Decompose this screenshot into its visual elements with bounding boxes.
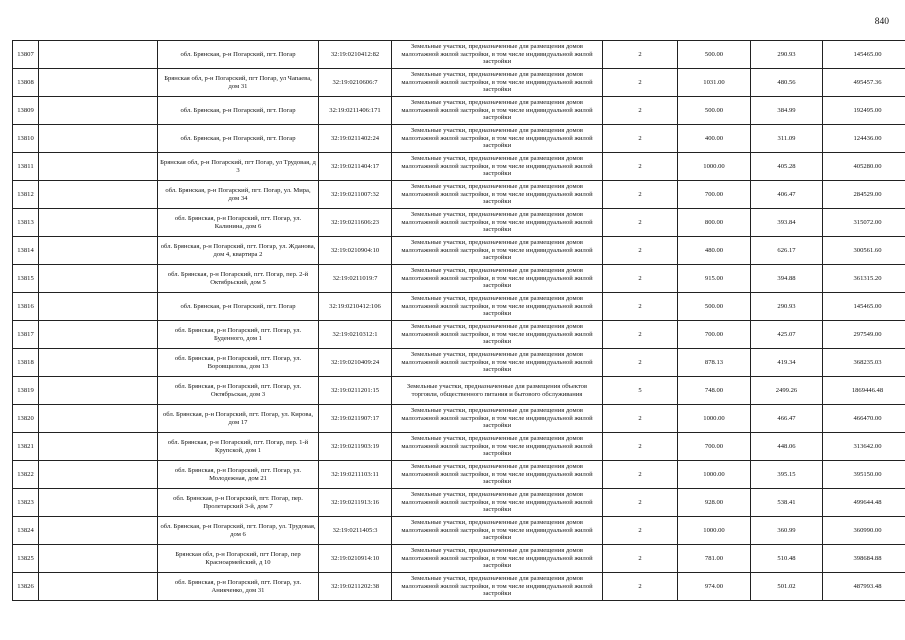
row-number-cell: 13817 xyxy=(13,321,39,349)
cadastral-number-cell: 32:19:0211606:23 xyxy=(319,209,392,237)
land-use-cell: Земельные участки, предназначенные для размещения домов малоэтажной жилой застройки, в том числе индивидуальной жилой застройки xyxy=(392,181,603,209)
group-cell: 2 xyxy=(603,293,678,321)
land-use-cell: Земельные участки, предназначенные для размещения домов малоэтажной жилой застройки, в том числе индивидуальной жилой застройки xyxy=(392,433,603,461)
table-row xyxy=(13,41,905,69)
land-use-cell: Земельные участки, предназначенные для размещения домов малоэтажной жилой застройки, в том числе индивидуальной жилой застройки xyxy=(392,517,603,545)
group-cell: 2 xyxy=(603,349,678,377)
address-cell: обл. Брянская, р-н Погарский, пгт. Погар, ул. Жданова, дом 4, квартира 2 xyxy=(158,237,319,265)
row-number-cell: 13816 xyxy=(13,293,39,321)
land-use-cell: Земельные участки, предназначенные для размещения домов малоэтажной жилой застройки, в том числе индивидуальной жилой застройки xyxy=(392,489,603,517)
spacer-cell xyxy=(39,545,158,573)
page-number: 840 xyxy=(874,17,889,27)
area-cell: 500.00 xyxy=(678,97,751,125)
cadastral-number-cell: 32:19:0210606:7 xyxy=(319,69,392,97)
table-row xyxy=(13,265,905,293)
cadastral-number-cell: 32:19:0211402:24 xyxy=(319,125,392,153)
group-cell: 2 xyxy=(603,461,678,489)
spacer-cell xyxy=(39,517,158,545)
spacer-cell xyxy=(39,125,158,153)
table-row xyxy=(13,181,905,209)
area-cell: 915.00 xyxy=(678,265,751,293)
specific-value-cell: 290.93 xyxy=(751,41,823,69)
spacer-cell xyxy=(39,69,158,97)
group-cell: 2 xyxy=(603,41,678,69)
row-number-cell: 13822 xyxy=(13,461,39,489)
spacer-cell xyxy=(39,405,158,433)
cadastral-value-cell: 499644.48 xyxy=(823,489,905,517)
table-row xyxy=(13,489,905,517)
group-cell: 2 xyxy=(603,181,678,209)
table-row xyxy=(13,517,905,545)
specific-value-cell: 425.07 xyxy=(751,321,823,349)
group-cell: 2 xyxy=(603,153,678,181)
address-cell: Брянская обл, р-н Погарский, пгт Погар, пер Красноармейский, д 10 xyxy=(158,545,319,573)
row-number-cell: 13808 xyxy=(13,69,39,97)
cadastral-value-cell: 300561.60 xyxy=(823,237,905,265)
land-use-cell: Земельные участки, предназначенные для размещения домов малоэтажной жилой застройки, в том числе индивидуальной жилой застройки xyxy=(392,321,603,349)
area-cell: 1000.00 xyxy=(678,461,751,489)
spacer-cell xyxy=(39,41,158,69)
cadastral-value-cell: 361315.20 xyxy=(823,265,905,293)
address-cell: обл. Брянская, р-н Погарский, пгт. Погар xyxy=(158,125,319,153)
table-row xyxy=(13,153,905,181)
specific-value-cell: 360.99 xyxy=(751,517,823,545)
group-cell: 2 xyxy=(603,489,678,517)
group-cell: 2 xyxy=(603,69,678,97)
spacer-cell xyxy=(39,153,158,181)
cadastral-number-cell: 32:19:0210904:10 xyxy=(319,237,392,265)
row-number-cell: 13825 xyxy=(13,545,39,573)
area-cell: 1000.00 xyxy=(678,517,751,545)
table-row xyxy=(13,377,905,405)
group-cell: 2 xyxy=(603,237,678,265)
row-number-cell: 13826 xyxy=(13,573,39,601)
table-row xyxy=(13,293,905,321)
area-cell: 1031.00 xyxy=(678,69,751,97)
cadastral-number-cell: 32:19:0210412:106 xyxy=(319,293,392,321)
table-row xyxy=(13,433,905,461)
group-cell: 2 xyxy=(603,97,678,125)
address-cell: обл. Брянская, р-н Погарский, пгт. Погар, пер. 1-й Крупской, дом 1 xyxy=(158,433,319,461)
cadastral-number-cell: 32:19:0210409:24 xyxy=(319,349,392,377)
cadastral-number-cell: 32:19:0211404:17 xyxy=(319,153,392,181)
table-row xyxy=(13,573,905,601)
address-cell: обл. Брянская, р-н Погарский, пгт. Погар, ул. Мира, дом 34 xyxy=(158,181,319,209)
specific-value-cell: 384.99 xyxy=(751,97,823,125)
specific-value-cell: 406.47 xyxy=(751,181,823,209)
row-number-cell: 13819 xyxy=(13,377,39,405)
cadastral-number-cell: 32:19:0211202:38 xyxy=(319,573,392,601)
group-cell: 2 xyxy=(603,125,678,153)
specific-value-cell: 501.02 xyxy=(751,573,823,601)
specific-value-cell: 393.84 xyxy=(751,209,823,237)
address-cell: обл. Брянская, р-н Погарский, пгт. Погар, ул. Октябрьская, дом 3 xyxy=(158,377,319,405)
cadastral-number-cell: 32:19:0211007:32 xyxy=(319,181,392,209)
land-use-cell: Земельные участки, предназначенные для размещения домов малоэтажной жилой застройки, в том числе индивидуальной жилой застройки xyxy=(392,349,603,377)
cadastral-value-cell: 315072.00 xyxy=(823,209,905,237)
land-use-cell: Земельные участки, предназначенные для размещения домов малоэтажной жилой застройки, в том числе индивидуальной жилой застройки xyxy=(392,545,603,573)
area-cell: 480.00 xyxy=(678,237,751,265)
spacer-cell xyxy=(39,293,158,321)
specific-value-cell: 311.09 xyxy=(751,125,823,153)
land-use-cell: Земельные участки, предназначенные для размещения домов малоэтажной жилой застройки, в том числе индивидуальной жилой застройки xyxy=(392,461,603,489)
cadastral-number-cell: 32:19:0210312:1 xyxy=(319,321,392,349)
specific-value-cell: 626.17 xyxy=(751,237,823,265)
specific-value-cell: 466.47 xyxy=(751,405,823,433)
cadastral-number-cell: 32:19:0211907:17 xyxy=(319,405,392,433)
area-cell: 928.00 xyxy=(678,489,751,517)
cadastral-number-cell: 32:19:0210412:82 xyxy=(319,41,392,69)
land-use-cell: Земельные участки, предназначенные для размещения домов малоэтажной жилой застройки, в том числе индивидуальной жилой застройки xyxy=(392,97,603,125)
group-cell: 2 xyxy=(603,405,678,433)
address-cell: обл. Брянская, р-н Погарский, пгт. Погар, пер. Пролетарский 3-й, дом 7 xyxy=(158,489,319,517)
row-number-cell: 13821 xyxy=(13,433,39,461)
specific-value-cell: 510.48 xyxy=(751,545,823,573)
cadastral-number-cell: 32:19:0211406:171 xyxy=(319,97,392,125)
cadastral-value-cell: 145465.00 xyxy=(823,41,905,69)
address-cell: обл. Брянская, р-н Погарский, пгт. Погар, ул. Калинина, дом 6 xyxy=(158,209,319,237)
land-use-cell: Земельные участки, предназначенные для размещения домов малоэтажной жилой застройки, в том числе индивидуальной жилой застройки xyxy=(392,153,603,181)
table-row xyxy=(13,349,905,377)
cadastral-value-cell: 145465.00 xyxy=(823,293,905,321)
cadastral-number-cell: 32:19:0211103:11 xyxy=(319,461,392,489)
table-row xyxy=(13,405,905,433)
spacer-cell xyxy=(39,489,158,517)
table-row xyxy=(13,321,905,349)
spacer-cell xyxy=(39,573,158,601)
cadastral-number-cell: 32:19:0211913:16 xyxy=(319,489,392,517)
cadastral-number-cell: 32:19:0211903:19 xyxy=(319,433,392,461)
spacer-cell xyxy=(39,377,158,405)
address-cell: обл. Брянская, р-н Погарский, пгт. Погар xyxy=(158,293,319,321)
group-cell: 2 xyxy=(603,573,678,601)
specific-value-cell: 480.56 xyxy=(751,69,823,97)
address-cell: обл. Брянская, р-н Погарский, пгт. Погар xyxy=(158,41,319,69)
table-body xyxy=(13,41,905,601)
address-cell: обл. Брянская, р-н Погарский, пгт. Погар, ул. Буденного, дом 1 xyxy=(158,321,319,349)
area-cell: 400.00 xyxy=(678,125,751,153)
specific-value-cell: 419.34 xyxy=(751,349,823,377)
cadastral-value-cell: 124436.00 xyxy=(823,125,905,153)
group-cell: 5 xyxy=(603,377,678,405)
land-use-cell: Земельные участки, предназначенные для размещения объектов торговли, общественного питания и бытового обслуживания xyxy=(392,377,603,405)
row-number-cell: 13809 xyxy=(13,97,39,125)
group-cell: 2 xyxy=(603,265,678,293)
address-cell: обл. Брянская, р-н Погарский, пгт. Погар, ул. Аникченко, дом 31 xyxy=(158,573,319,601)
cadastral-value-cell: 360990.00 xyxy=(823,517,905,545)
specific-value-cell: 405.28 xyxy=(751,153,823,181)
spacer-cell xyxy=(39,321,158,349)
row-number-cell: 13812 xyxy=(13,181,39,209)
address-cell: обл. Брянская, р-н Погарский, пгт. Погар, ул. Трудовая, дом 6 xyxy=(158,517,319,545)
cadastral-value-cell: 192495.00 xyxy=(823,97,905,125)
land-registry-table xyxy=(12,40,905,601)
address-cell: Брянская обл, р-н Погарский, пгт Погар, ул Чапаева, дом 31 xyxy=(158,69,319,97)
specific-value-cell: 394.88 xyxy=(751,265,823,293)
address-cell: обл. Брянская, р-н Погарский, пгт. Погар, ул. Воровщилова, дом 13 xyxy=(158,349,319,377)
cadastral-value-cell: 405280.00 xyxy=(823,153,905,181)
cadastral-number-cell: 32:19:0211019:7 xyxy=(319,265,392,293)
address-cell: обл. Брянская, р-н Погарский, пгт. Погар, ул. Кирова, дом 17 xyxy=(158,405,319,433)
group-cell: 2 xyxy=(603,545,678,573)
cadastral-value-cell: 398684.88 xyxy=(823,545,905,573)
group-cell: 2 xyxy=(603,209,678,237)
address-cell: обл. Брянская, р-н Погарский, пгт. Погар, ул. Молодежная, дом 21 xyxy=(158,461,319,489)
specific-value-cell: 538.41 xyxy=(751,489,823,517)
spacer-cell xyxy=(39,209,158,237)
table-row xyxy=(13,461,905,489)
row-number-cell: 13807 xyxy=(13,41,39,69)
area-cell: 974.00 xyxy=(678,573,751,601)
row-number-cell: 13815 xyxy=(13,265,39,293)
area-cell: 878.13 xyxy=(678,349,751,377)
cadastral-number-cell: 32:19:0211201:15 xyxy=(319,377,392,405)
spacer-cell xyxy=(39,461,158,489)
table-row xyxy=(13,209,905,237)
row-number-cell: 13818 xyxy=(13,349,39,377)
land-use-cell: Земельные участки, предназначенные для размещения домов малоэтажной жилой застройки, в том числе индивидуальной жилой застройки xyxy=(392,41,603,69)
table-row xyxy=(13,545,905,573)
area-cell: 1000.00 xyxy=(678,153,751,181)
cadastral-value-cell: 466470.00 xyxy=(823,405,905,433)
cadastral-number-cell: 32:19:0211405:3 xyxy=(319,517,392,545)
cadastral-value-cell: 495457.36 xyxy=(823,69,905,97)
area-cell: 700.00 xyxy=(678,433,751,461)
cadastral-value-cell: 297549.00 xyxy=(823,321,905,349)
row-number-cell: 13824 xyxy=(13,517,39,545)
table-row xyxy=(13,69,905,97)
group-cell: 2 xyxy=(603,321,678,349)
area-cell: 700.00 xyxy=(678,181,751,209)
cadastral-value-cell: 487993.48 xyxy=(823,573,905,601)
spacer-cell xyxy=(39,433,158,461)
group-cell: 2 xyxy=(603,433,678,461)
row-number-cell: 13811 xyxy=(13,153,39,181)
spacer-cell xyxy=(39,97,158,125)
area-cell: 500.00 xyxy=(678,41,751,69)
group-cell: 2 xyxy=(603,517,678,545)
land-use-cell: Земельные участки, предназначенные для размещения домов малоэтажной жилой застройки, в том числе индивидуальной жилой застройки xyxy=(392,265,603,293)
table-row xyxy=(13,97,905,125)
row-number-cell: 13810 xyxy=(13,125,39,153)
table-row xyxy=(13,125,905,153)
land-use-cell: Земельные участки, предназначенные для размещения домов малоэтажной жилой застройки, в том числе индивидуальной жилой застройки xyxy=(392,573,603,601)
spacer-cell xyxy=(39,349,158,377)
row-number-cell: 13823 xyxy=(13,489,39,517)
area-cell: 748.00 xyxy=(678,377,751,405)
spacer-cell xyxy=(39,237,158,265)
cadastral-value-cell: 1869446.48 xyxy=(823,377,905,405)
area-cell: 1000.00 xyxy=(678,405,751,433)
cadastral-number-cell: 32:19:0210914:10 xyxy=(319,545,392,573)
cadastral-value-cell: 395150.00 xyxy=(823,461,905,489)
land-use-cell: Земельные участки, предназначенные для размещения домов малоэтажной жилой застройки, в том числе индивидуальной жилой застройки xyxy=(392,125,603,153)
spacer-cell xyxy=(39,265,158,293)
specific-value-cell: 448.06 xyxy=(751,433,823,461)
spacer-cell xyxy=(39,181,158,209)
cadastral-value-cell: 313642.00 xyxy=(823,433,905,461)
land-use-cell: Земельные участки, предназначенные для размещения домов малоэтажной жилой застройки, в том числе индивидуальной жилой застройки xyxy=(392,209,603,237)
address-cell: обл. Брянская, р-н Погарский, пгт. Погар xyxy=(158,97,319,125)
area-cell: 781.00 xyxy=(678,545,751,573)
land-use-cell: Земельные участки, предназначенные для размещения домов малоэтажной жилой застройки, в том числе индивидуальной жилой застройки xyxy=(392,405,603,433)
land-use-cell: Земельные участки, предназначенные для размещения домов малоэтажной жилой застройки, в том числе индивидуальной жилой застройки xyxy=(392,69,603,97)
row-number-cell: 13814 xyxy=(13,237,39,265)
address-cell: Брянская обл, р-н Погарский, пгт Погар, ул Трудовая, д 3 xyxy=(158,153,319,181)
land-use-cell: Земельные участки, предназначенные для размещения домов малоэтажной жилой застройки, в том числе индивидуальной жилой застройки xyxy=(392,293,603,321)
area-cell: 700.00 xyxy=(678,321,751,349)
area-cell: 500.00 xyxy=(678,293,751,321)
specific-value-cell: 395.15 xyxy=(751,461,823,489)
cadastral-value-cell: 284529.00 xyxy=(823,181,905,209)
area-cell: 800.00 xyxy=(678,209,751,237)
land-use-cell: Земельные участки, предназначенные для размещения домов малоэтажной жилой застройки, в том числе индивидуальной жилой застройки xyxy=(392,237,603,265)
specific-value-cell: 290.93 xyxy=(751,293,823,321)
specific-value-cell: 2499.26 xyxy=(751,377,823,405)
table-row xyxy=(13,237,905,265)
address-cell: обл. Брянская, р-н Погарский, пгт. Погар, пер. 2-й Октябрьский, дом 5 xyxy=(158,265,319,293)
row-number-cell: 13813 xyxy=(13,209,39,237)
row-number-cell: 13820 xyxy=(13,405,39,433)
cadastral-value-cell: 368235.03 xyxy=(823,349,905,377)
